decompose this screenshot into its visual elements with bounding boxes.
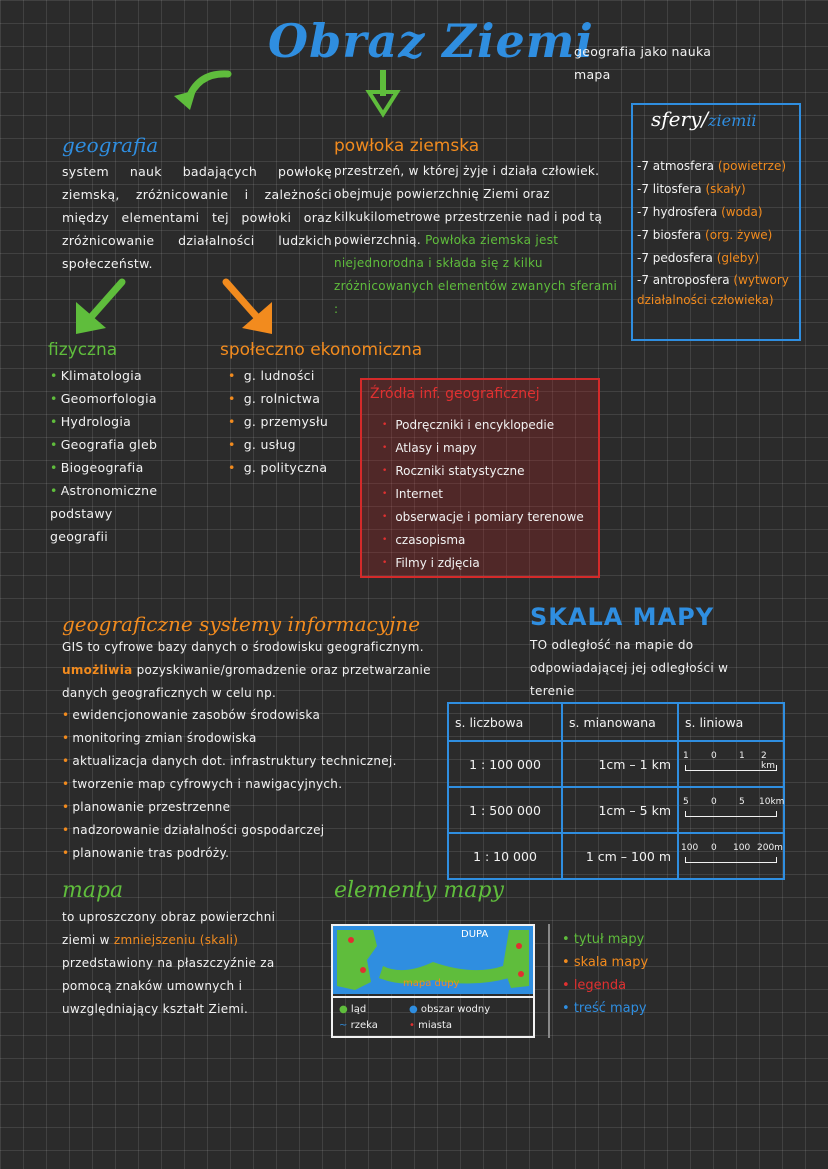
table-cell: 1cm – 5 km <box>562 787 678 833</box>
list-item: • Geomorfologia <box>50 387 170 410</box>
table-header: s. liczbowa <box>448 703 562 741</box>
list-item: • g. przemysłu <box>228 410 328 433</box>
list-item: -7 litosfera (skały) <box>637 182 746 196</box>
arrow-left-icon <box>168 66 238 116</box>
gis-list <box>62 704 442 865</box>
page-title: Obraz Ziemi <box>268 14 594 68</box>
list-item: • Internet <box>382 483 584 506</box>
table-header-row <box>448 703 784 741</box>
list-item: -7 hydrosfera (woda) <box>637 205 763 219</box>
zrodla-box <box>360 378 600 578</box>
gis-intro-line2: umożliwia pozyskiwanie/gromadzenie oraz przetwarzanie danych geograficznych w celu np. <box>62 663 431 700</box>
map-illustration <box>331 924 535 1038</box>
list-item: • monitoring zmian środowiska <box>62 727 442 750</box>
bracket-divider <box>540 924 550 1038</box>
list-item: • tytuł mapy <box>562 932 645 947</box>
mapa-definition: to uproszczony obraz powierzchni ziemi w zmniejszeniu (skali) przedstawiony na płaszczyźnie za pomocą znaków umownych i uwzględniający kształt Ziemi. <box>62 910 276 1016</box>
arrow-down-icon <box>365 68 401 118</box>
sfery-title-word: sfery <box>651 107 702 131</box>
linear-scale: 5 0 5 10km <box>678 787 784 833</box>
table-header: s. liniowa <box>678 703 784 741</box>
skala-table <box>447 702 785 880</box>
list-item: • g. ludności <box>228 364 328 387</box>
legend-lad: ● ląd <box>339 1004 367 1015</box>
list-item: -7 atmosfera (powietrze) <box>637 159 787 173</box>
sfery-list <box>637 155 799 310</box>
geografia-heading: geografia <box>62 133 159 157</box>
table-cell: 1 : 100 000 <box>448 741 562 787</box>
gis-intro <box>62 636 442 705</box>
list-item: • Podręczniki i encyklopedie <box>382 414 584 437</box>
list-item: • g. rolnictwa <box>228 387 328 410</box>
linear-scale: 1 0 1 2 km <box>678 741 784 787</box>
list-item: -7 biosfera (org. żywe) <box>637 228 773 242</box>
table-row <box>448 787 784 833</box>
map-subtitle: mapa dupy <box>403 978 460 989</box>
list-item: • skala mapy <box>562 955 649 970</box>
list-item: • tworzenie map cyfrowych i nawigacyjnych. <box>62 773 442 796</box>
elementy-list <box>562 928 648 1020</box>
list-item: • Geografia gleb <box>50 433 170 456</box>
table-header: s. mianowana <box>562 703 678 741</box>
legend-rzeka: ~ rzeka <box>339 1020 378 1031</box>
list-item: • Biogeografia <box>50 456 170 479</box>
list-item: • aktualizacja danych dot. infrastruktury technicznej. <box>62 750 442 773</box>
list-item: • g. polityczna <box>228 456 328 479</box>
list-item: • Roczniki statystyczne <box>382 460 584 483</box>
legend-obszar: ● obszar wodny <box>409 1004 491 1015</box>
list-item: • nadzorowanie działalności gospodarczej <box>62 819 442 842</box>
sfery-title: sfery/ziemii <box>651 107 757 131</box>
linear-scale: 100 0 100 200m <box>678 833 784 879</box>
list-item: • Klimatologia <box>50 364 170 387</box>
table-row <box>448 741 784 787</box>
arrow-down-left-icon <box>68 276 128 340</box>
legend-miasta: • miasta <box>409 1020 452 1031</box>
table-cell: 1 : 500 000 <box>448 787 562 833</box>
map-title: DUPA <box>461 929 489 940</box>
geografia-definition: system nauk badających powłokę ziemską, zróżnicowanie i zależności między elementami tej powłoki oraz zróżnicowanie działalności ludzkich społeczeństw. <box>62 164 332 271</box>
sfery-title-word2: ziemii <box>708 111 757 130</box>
list-item: • Astronomiczne podstawy geografii <box>50 479 170 548</box>
powloka-definition-green: Powłoka ziemska jest niejednorodna i składa się z kilku zróżnicowanych elementów zwanych sferami : <box>334 233 618 316</box>
list-item: • planowanie przestrzenne <box>62 796 442 819</box>
legend-divider <box>333 996 533 998</box>
skala-definition: TO odległość na mapie do odpowiadającej jej odległości w terenie <box>530 638 729 698</box>
gis-intro-line: GIS to cyfrowe bazy danych o środowisku geograficznym. <box>62 640 424 654</box>
fizyczna-list <box>50 364 170 548</box>
list-item: • Atlasy i mapy <box>382 437 584 460</box>
list-item: • g. usług <box>228 433 328 456</box>
fizyczna-heading: fizyczna <box>48 340 118 360</box>
sfery-box <box>631 103 801 341</box>
powloka-definition <box>334 160 624 321</box>
list-item: • czasopisma <box>382 529 584 552</box>
list-item: • treść mapy <box>562 1001 647 1016</box>
powloka-definition-white: przestrzeń, w której żyje i działa człowiek. obejmuje powierzchnię Ziemi oraz kilkukilometrowe przestrzenie nad i pod tą powierzchnią. <box>334 164 603 247</box>
list-item: • ewidencjonowanie zasobów środowiska <box>62 704 442 727</box>
title-side-note: geografia jako nauka mapa <box>574 44 712 82</box>
table-row <box>448 833 784 879</box>
list-item: • obserwacje i pomiary terenowe <box>382 506 584 529</box>
spoleczno-list <box>228 364 328 479</box>
skala-heading: SKALA MAPY <box>530 603 715 631</box>
spoleczno-heading: społeczno ekonomiczna <box>220 340 423 360</box>
table-cell: 1cm – 1 km <box>562 741 678 787</box>
powloka-heading: powłoka ziemska <box>334 136 480 156</box>
table-cell: 1 cm – 100 m <box>562 833 678 879</box>
zrodla-title: Źródła inf. geograficznej <box>370 386 540 402</box>
list-item: -7 antroposfera (wytwory działalności człowieka) <box>637 273 789 307</box>
list-item: • Hydrologia <box>50 410 170 433</box>
mapa-heading: mapa <box>62 878 124 903</box>
gis-heading: geograficzne systemy informacyjne <box>62 612 421 636</box>
arrow-down-right-icon <box>220 276 280 340</box>
list-item: • legenda <box>562 978 627 993</box>
list-item: -7 pedosfera (gleby) <box>637 251 760 265</box>
zrodla-list <box>382 414 584 575</box>
table-cell: 1 : 10 000 <box>448 833 562 879</box>
list-item: • Filmy i zdjęcia <box>382 552 584 575</box>
list-item: • planowanie tras podróży. <box>62 842 442 865</box>
elementy-heading: elementy mapy <box>334 878 504 903</box>
